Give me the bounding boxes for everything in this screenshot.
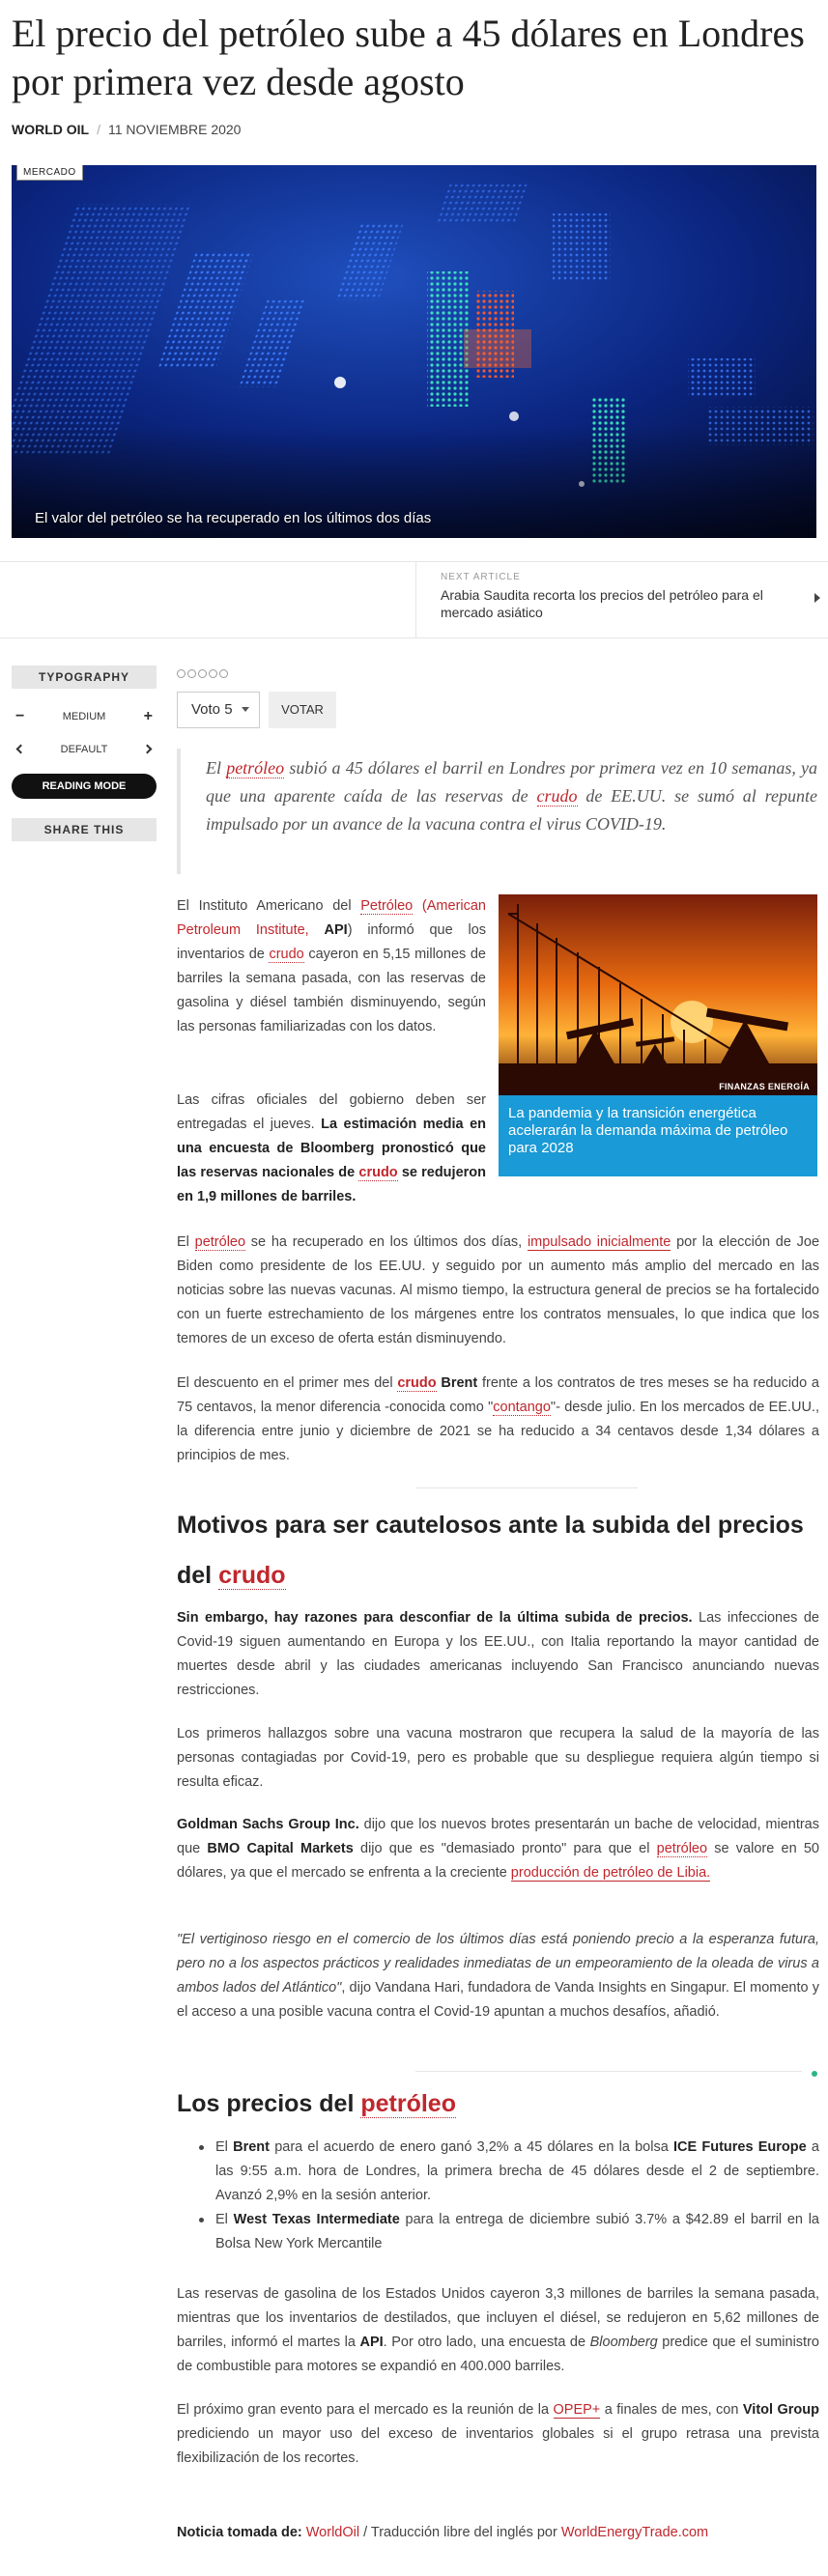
inset-category-tag[interactable]: FINANZAS ENERGÍA bbox=[719, 1082, 810, 1091]
section-heading: Los precios del petróleo bbox=[177, 2090, 456, 2117]
oil-pumps-image bbox=[499, 894, 817, 1095]
section-heading: Motivos para ser cautelosos ante la subida del precios del crudo bbox=[177, 1512, 804, 1589]
source-link[interactable]: WorldOil bbox=[305, 2525, 360, 2540]
font-size-increase-button[interactable]: + bbox=[143, 708, 153, 724]
inline-link[interactable]: producción de petróleo de Libia. bbox=[510, 1865, 711, 1881]
article-navigation bbox=[0, 561, 828, 638]
inline-link[interactable]: OPEP+ bbox=[553, 2402, 601, 2418]
rating-stars[interactable] bbox=[177, 665, 230, 683]
keyword-link[interactable]: petróleo bbox=[226, 758, 285, 778]
keyword-link[interactable]: petróleo bbox=[360, 2090, 456, 2117]
typography-header: TYPOGRAPHY bbox=[12, 665, 157, 689]
prices-list bbox=[177, 2136, 819, 2256]
body-paragraph: El Instituto Americano del Petróleo (American Petroleum Institute, API) informó que los inventarios de crudo cayeron en 5,15 millones de barriles la semana pasada, con las reservas de gasolina y diésel también disminuyendo, según las personas familiarizadas con los datos. bbox=[177, 898, 487, 1034]
category-tag[interactable]: MERCADO bbox=[16, 165, 83, 181]
inset-caption[interactable]: La pandemia y la transición energética acelerarán la demanda máxima de petróleo para 2028 bbox=[499, 1095, 817, 1176]
stock-board-illustration bbox=[12, 165, 816, 538]
quote-paragraph: "El vertiginoso riesgo en el comercio de los últimos días está poniendo precio a la esperanza futura, pero no a los aspectos prácticos y realidades inmediatas de un empeoramiento de la oleada de virus a ambos lados del Atlántico", dijo Vandana Hari, fundadora de Vanda Insights en Singapur. El momento y el acceso a una posible vacuna contra el Covid-19 apuntan a muchos desafíos, añadió. bbox=[177, 1932, 819, 2020]
site-link[interactable]: WorldEnergyTrade.com bbox=[560, 2525, 709, 2540]
keyword-link[interactable]: petróleo bbox=[656, 1841, 708, 1856]
keyword-link[interactable]: contango bbox=[493, 1400, 551, 1415]
meta-separator: / bbox=[97, 122, 100, 137]
caret-down-icon bbox=[242, 707, 249, 712]
keyword-link[interactable]: crudo bbox=[397, 1375, 437, 1391]
body-paragraph: Los primeros hallazgos sobre una vacuna mostraron que recupera la salud de la mayoría de las personas contagiadas por Covid-19, pero es probable que su despliegue requiera algún tiempo si resulta eficaz. bbox=[177, 1726, 819, 1790]
body-paragraph: El próximo gran evento para el mercado es la reunión de la OPEP+ a finales de mes, con Vitol Group prediciendo un mayor uso del exceso de inventarios globales si el grupo retrasa una prevista flexibilización de los recortes. bbox=[177, 2402, 819, 2466]
vote-select[interactable] bbox=[177, 692, 260, 728]
lead-paragraph: El petróleo subió a 45 dólares el barril en Londres por primera vez en 10 semanas, ya que una aparente caída de las reservas de crudo de EE.UU. se sumó al repunte impulsado por un avance de la vacuna contra el virus COVID-19. bbox=[177, 749, 817, 874]
font-size-value: MEDIUM bbox=[62, 711, 106, 722]
body-paragraph: Goldman Sachs Group Inc. dijo que los nuevos brotes presentarán un bache de velocidad, mientras que BMO Capital Markets dijo que es "demasiado pronto" para que el petróleo se valore en 50 dólares, ya que el mercado se enfrenta a la creciente producción de petróleo de Libia. bbox=[177, 1817, 819, 1881]
body-paragraph: Las reservas de gasolina de los Estados Unidos cayeron 3,3 millones de barriles la semana pasada, mientras que los inventarios de destilados, que incluyen el diésel, se redujeron en 5,62 millones de barriles, informó el martes la API. Por otro lado, una encuesta de Bloomberg predice que el suministro de combustible para motores se expandió en 400.000 barriles. bbox=[177, 2286, 819, 2374]
keyword-link[interactable]: crudo bbox=[218, 1562, 286, 1589]
body-paragraph: El petróleo se ha recuperado en los últimos dos días, impulsado inicialmente por la elección de Joe Biden como presidente de los EE.UU. y seguido por un aumento más amplio del mercado en las noticias sobre las nuevas vacunas. Al mismo tiempo, la estructura general de precios se ha fortalecido con un fuerte estrechamiento de los márgenes entre los contratos mensuales, lo que indica que los temores de un exceso de oferta están disminuyendo. bbox=[177, 1234, 820, 1346]
scroll-indicator-icon bbox=[812, 2071, 817, 2077]
hero-caption: El valor del petróleo se ha recuperado en los últimos dos días bbox=[35, 510, 432, 526]
section-divider bbox=[415, 2071, 802, 2072]
keyword-link[interactable]: petróleo bbox=[194, 1234, 246, 1250]
source-note: Noticia tomada de: WorldOil / Traducción libre del inglés por WorldEnergyTrade.com bbox=[177, 2525, 709, 2540]
star-1-icon[interactable] bbox=[177, 669, 186, 678]
star-3-icon[interactable] bbox=[198, 669, 207, 678]
hero-image bbox=[12, 165, 816, 538]
next-article-label: NEXT ARTICLE bbox=[441, 572, 521, 582]
keyword-link[interactable]: crudo bbox=[358, 1165, 398, 1180]
list-item: El Brent para el acuerdo de enero ganó 3,2% a 45 dólares en la bolsa ICE Futures Europe a las 9:55 a.m. hora de Londres, la primera brecha de 45 dólares desde el 2 de septiembre. Avanzó 2,9% en la sesión anterior. bbox=[177, 2136, 819, 2208]
font-size-decrease-button[interactable]: − bbox=[15, 708, 25, 724]
page-title: El precio del petróleo sube a 45 dólares en Londres por primera vez desde agosto bbox=[12, 12, 805, 103]
keyword-link[interactable]: crudo bbox=[536, 786, 578, 806]
font-size-control bbox=[12, 706, 157, 727]
star-4-icon[interactable] bbox=[209, 669, 217, 678]
share-button[interactable]: SHARE THIS bbox=[12, 818, 157, 841]
star-2-icon[interactable] bbox=[187, 669, 196, 678]
body-paragraph: Las cifras oficiales del gobierno deben ser entregadas el jueves. La estimación media en una encuesta de Bloomberg pronosticó que las reservas nacionales de crudo se redujeron en 1,9 millones de barriles. bbox=[177, 1092, 486, 1204]
related-article-card[interactable] bbox=[499, 894, 817, 1176]
source-label[interactable]: WORLD OIL bbox=[12, 122, 90, 137]
next-article-link[interactable] bbox=[415, 562, 828, 637]
list-item: El West Texas Intermediate para la entrega de diciembre subió 3.7% a $42.89 el barril en la Bolsa New York Mercantile bbox=[177, 2208, 819, 2256]
font-family-control bbox=[12, 739, 157, 760]
font-family-value: DEFAULT bbox=[60, 744, 108, 755]
publish-date: 11 NOVIEMBRE 2020 bbox=[108, 122, 242, 137]
body-paragraph: El descuento en el primer mes del crudo Brent frente a los contratos de tres meses se ha reducido a 75 centavos, la menor diferencia -conocida como "contango"- desde julio. En los mercados de EE.UU., la diferencia entre junio y diciembre de 2021 se ha reducido a 34 centavos desde 1,34 dólares a principios de mes. bbox=[177, 1375, 819, 1463]
keyword-link[interactable]: Petróleo bbox=[360, 898, 414, 914]
oil-pumps-illustration bbox=[499, 894, 817, 1095]
source-note-label: Noticia tomada de: bbox=[177, 2525, 302, 2540]
article-meta bbox=[12, 122, 241, 137]
vote-button[interactable]: VOTAR bbox=[269, 692, 336, 728]
section-divider bbox=[415, 1487, 638, 1488]
inline-link[interactable]: (American Petroleum Institute, bbox=[177, 898, 486, 938]
star-5-icon[interactable] bbox=[219, 669, 228, 678]
chevron-right-icon[interactable] bbox=[814, 593, 820, 603]
keyword-link[interactable]: crudo bbox=[269, 947, 304, 962]
inline-link[interactable]: impulsado inicialmente bbox=[527, 1234, 671, 1250]
next-article-title[interactable]: Arabia Saudita recorta los precios del petróleo para el mercado asiático bbox=[441, 587, 763, 620]
vote-select-value: Voto 5 bbox=[191, 701, 233, 718]
reading-mode-button[interactable]: READING MODE bbox=[12, 774, 157, 799]
body-paragraph: Sin embargo, hay razones para desconfiar de la última subida de precios. Las infecciones de Covid-19 siguen aumentando en Europa y los EE.UU., con Italia reportando la mayor cantidad de muertes desde abril y las ciudades americanas incluyendo San Francisco anunciando nuevas restricciones. bbox=[177, 1610, 819, 1698]
